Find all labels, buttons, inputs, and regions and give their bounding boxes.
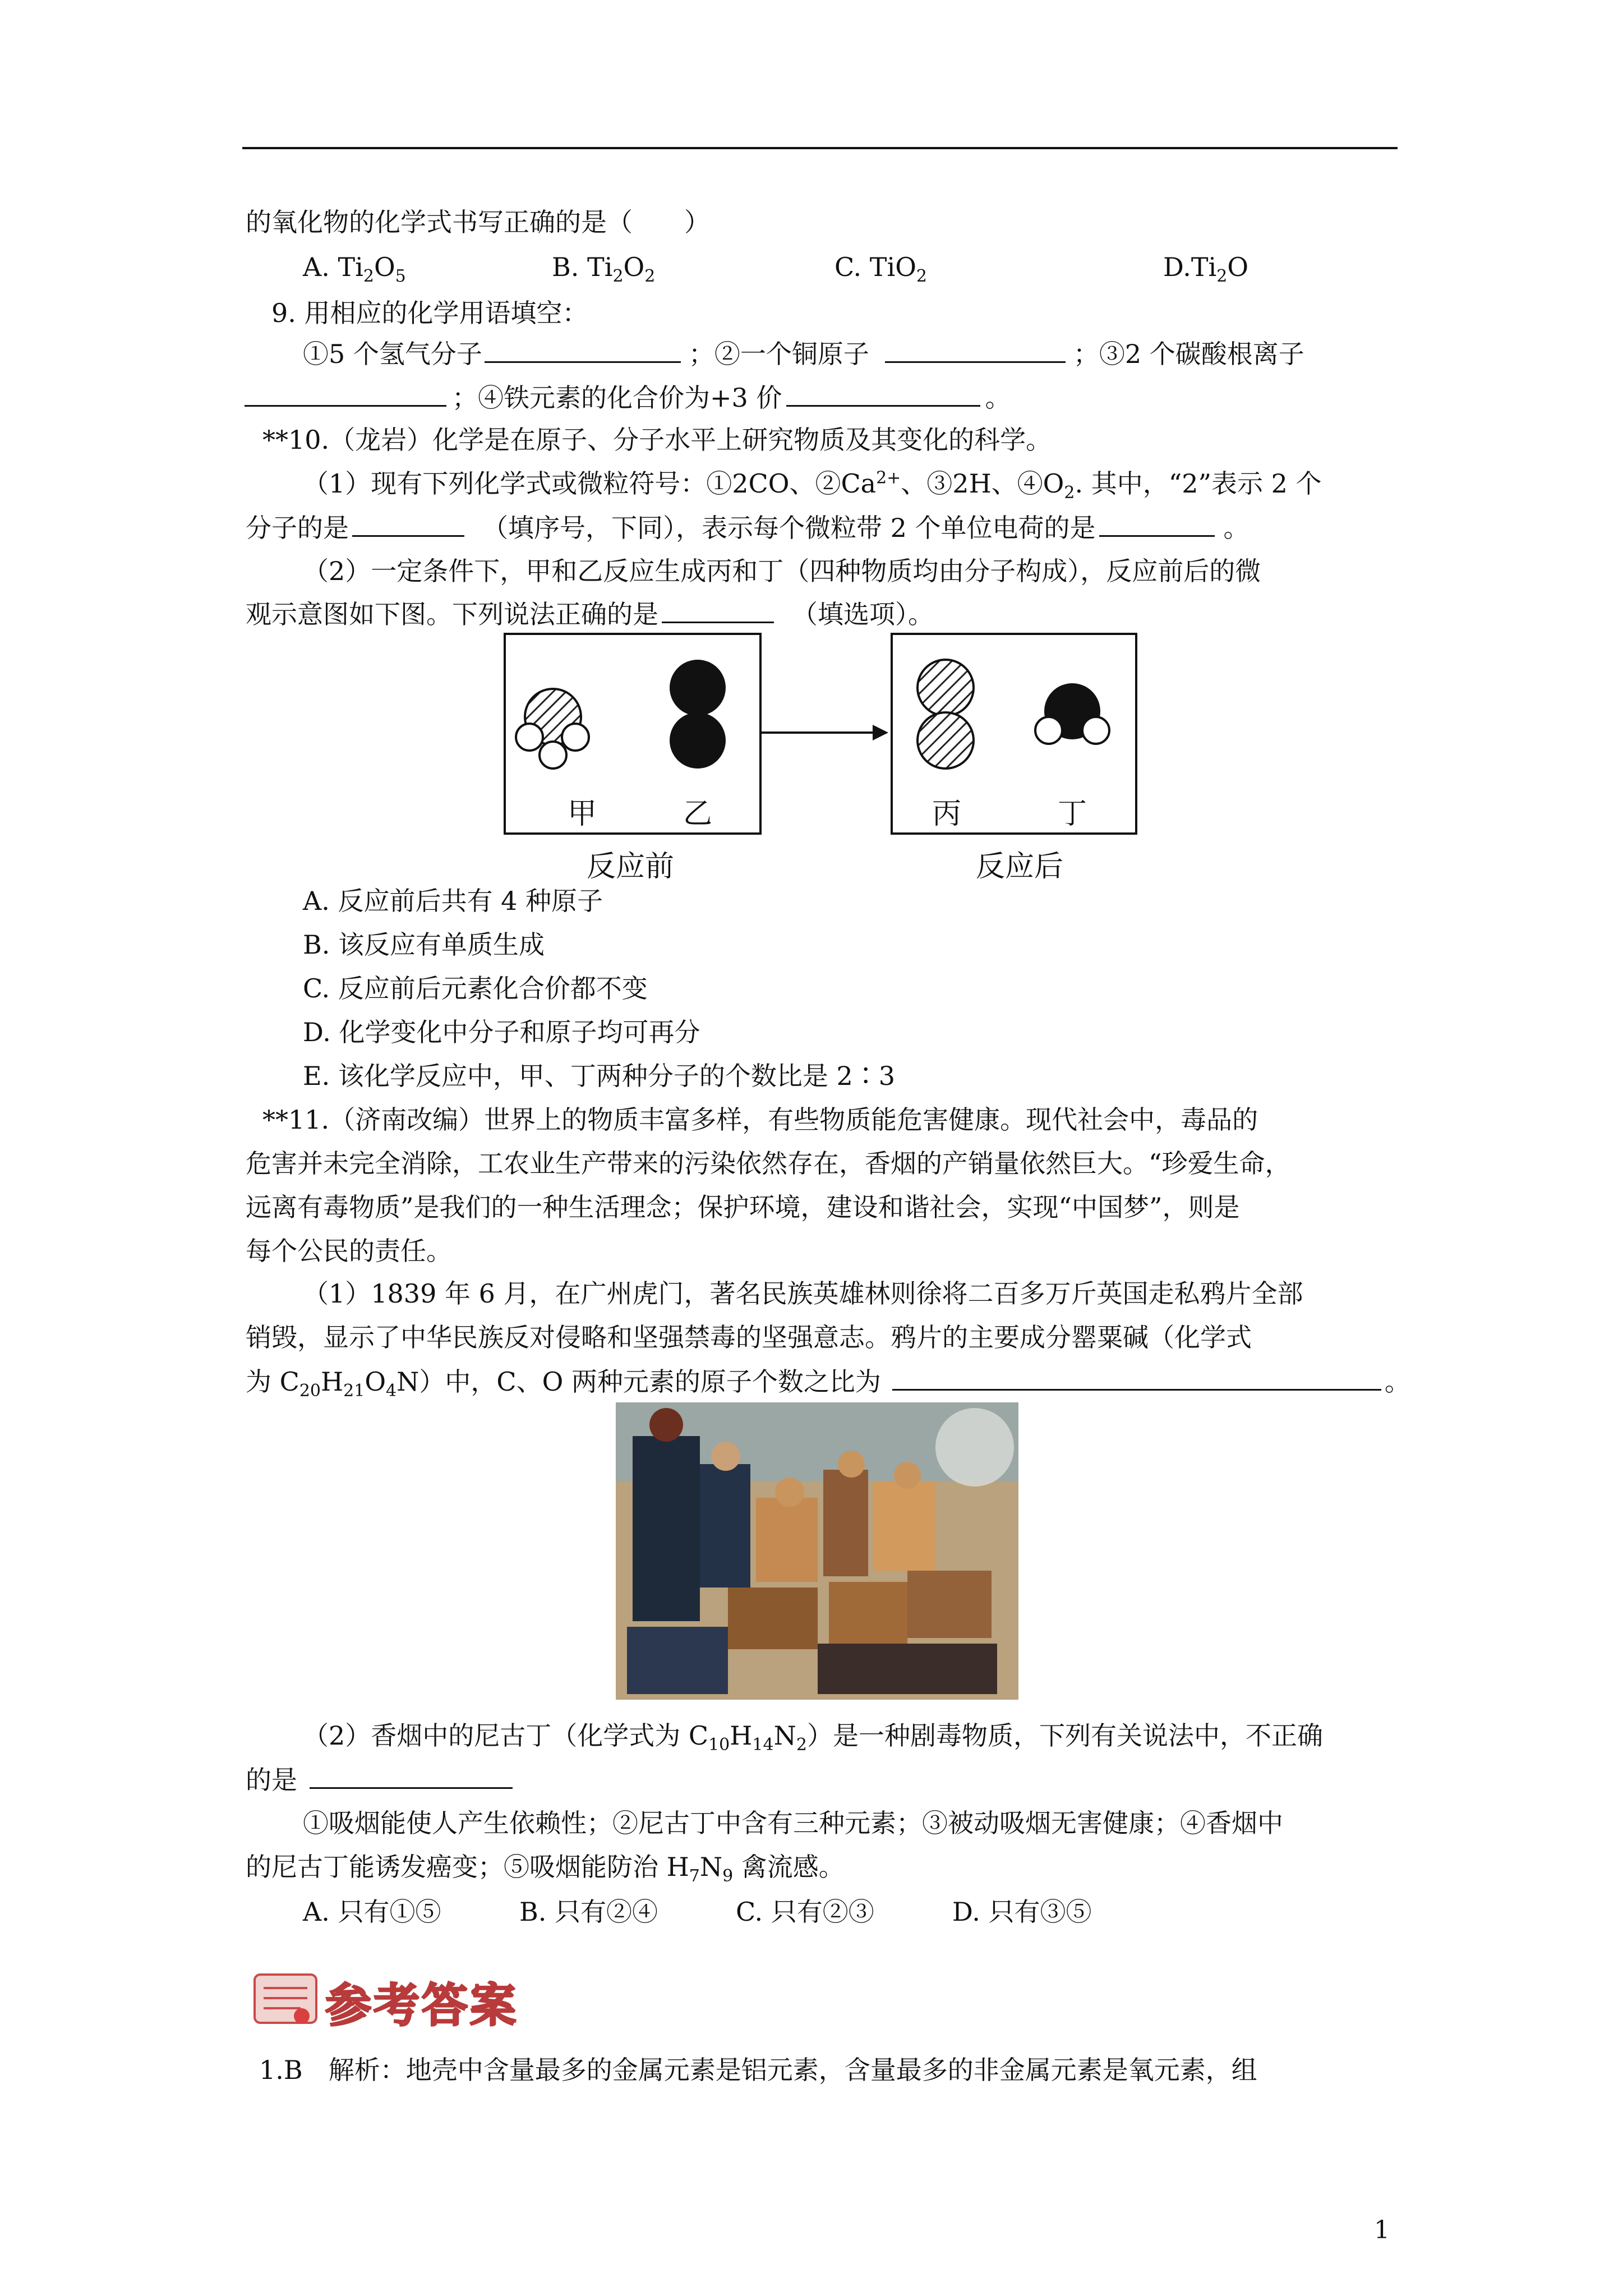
q10-option-b: B. 该反应有单质生成 xyxy=(303,930,545,960)
q11-line2: 危害并未完全消除，工农业生产带来的污染依然存在，香烟的产销量依然巨大。“珍爱生命， xyxy=(246,1148,1291,1179)
label-after: 反应后 xyxy=(976,850,1064,884)
q11-title: **11.（济南改编）世界上的物质丰富多样，有些物质能危害健康。现代社会中，毒品的 xyxy=(262,1105,1258,1135)
q11-part1-line3: 为 $C_{20}H_{21}O_4N$）中，C、O 两种元素的原子个数之比为 。 xyxy=(246,1364,1410,1398)
q9-line2: ；④铁元素的化合价为+3 价 。 xyxy=(245,380,1011,415)
q10-option-d: D. 化学变化中分子和原子均可再分 xyxy=(303,1017,700,1047)
label-before: 反应前 xyxy=(587,850,675,884)
q10-part1-line2: 分子的是 （填序号，下同），表示每个微粒带 2 个单位电荷的是 。 xyxy=(246,510,1249,545)
q8-option-a: A. $Ti_2O_5$ xyxy=(303,252,406,287)
molecule-bing xyxy=(917,660,974,769)
q10-option-c: C. 反应前后元素化合价都不变 xyxy=(303,973,648,1004)
page-number: 1 xyxy=(1374,2216,1390,2244)
q11-part2-line2: 的是 xyxy=(246,1763,513,1797)
q8-stem: 的氧化物的化学式书写正确的是（ ） xyxy=(246,207,710,237)
q11-part2-line4: 的尼古丁能诱发癌变；⑤吸烟能防治 $H_7N_9$ 禽流感。 xyxy=(246,1852,845,1887)
q8-option-b: B. $Ti_2O_2$ xyxy=(552,252,656,287)
q11-blank-1[interactable] xyxy=(892,1364,1381,1391)
q11-part1-line1: （1）1839 年 6 月，在广州虎门，著名民族英雄林则徐将二百多万斤英国走私鸦片全部 xyxy=(303,1278,1303,1309)
q10-title: **10.（龙岩）化学是在原子、分子水平上研究物质及其变化的科学。 xyxy=(262,425,1052,455)
q10-option-a: A. 反应前后共有 4 种原子 xyxy=(303,886,603,916)
scroll-icon xyxy=(255,1975,316,2024)
label-ding: 丁 xyxy=(1058,797,1087,831)
q11-option-a: A. 只有①⑤ xyxy=(303,1897,441,1927)
q10-part1-line1: （1）现有下列化学式或微粒符号：①2CO、$②Ca^{2+}$、③2H、$④O_2$. 其中，“2”表示 2 个 xyxy=(303,468,1322,503)
q11-option-c: C. 只有②③ xyxy=(736,1897,874,1927)
q11-option-b: B. 只有②④ xyxy=(519,1897,658,1927)
q11-part1-line2: 销毁，显示了中华民族反对侵略和坚强禁毒的坚强意志。鸦片的主要成分罂粟碱（化学式 xyxy=(246,1322,1252,1352)
q9-title: 9. 用相应的化学用语填空： xyxy=(271,298,588,328)
q11-part2-line1: （2）香烟中的尼古丁（化学式为 $C_{10}H_{14}N_2$）是一种剧毒物质，下列有关说法中，不正确 xyxy=(303,1720,1323,1755)
q10-part2-line2: 观示意图如下图。下列说法正确的是 （填选项）。 xyxy=(246,597,934,631)
q11-option-d: D. 只有③⑤ xyxy=(952,1897,1092,1927)
label-yi: 乙 xyxy=(683,797,713,831)
q8-option-d: $D.Ti_2O$ xyxy=(1163,252,1249,287)
q9-line1: ①5 个氢气分子 ；②一个铜原子 ；③2 个碳酸根离子 xyxy=(303,337,1304,371)
opium-destruction-painting xyxy=(616,1402,1018,1700)
q8-option-c: C. TiO$_2$ xyxy=(834,252,927,287)
label-jia: 甲 xyxy=(568,797,597,831)
q11-part2-line3: ①吸烟能使人产生依赖性；②尼古丁中含有三种元素；③被动吸烟无害健康；④香烟中 xyxy=(303,1808,1283,1838)
q11-line3: 远离有毒物质”是我们的一种生活理念；保护环境，建设和谐社会，实现“中国梦”，则是 xyxy=(246,1192,1240,1222)
answer-banner-text: 参考答案 xyxy=(325,1979,519,2032)
answer-1: 1.B 解析：地壳中含量最多的金属元素是铝元素，含量最多的非金属元素是氧元素，组 xyxy=(259,2055,1257,2085)
molecule-jia xyxy=(516,689,589,769)
q10-part2-line1: （2）一定条件下，甲和乙反应生成丙和丁（四种物质均由分子构成），反应前后的微 xyxy=(303,556,1261,586)
label-bing: 丙 xyxy=(932,797,962,831)
reaction-arrow xyxy=(759,725,888,740)
molecule-diagram xyxy=(0,0,1623,920)
molecule-ding xyxy=(1035,683,1109,744)
q11-line4: 每个公民的责任。 xyxy=(246,1236,452,1266)
q11-blank-2[interactable] xyxy=(310,1763,513,1789)
q10-option-e: E. 该化学反应中，甲、丁两种分子的个数比是 2∶3 xyxy=(303,1061,895,1091)
molecule-yi xyxy=(670,660,726,769)
